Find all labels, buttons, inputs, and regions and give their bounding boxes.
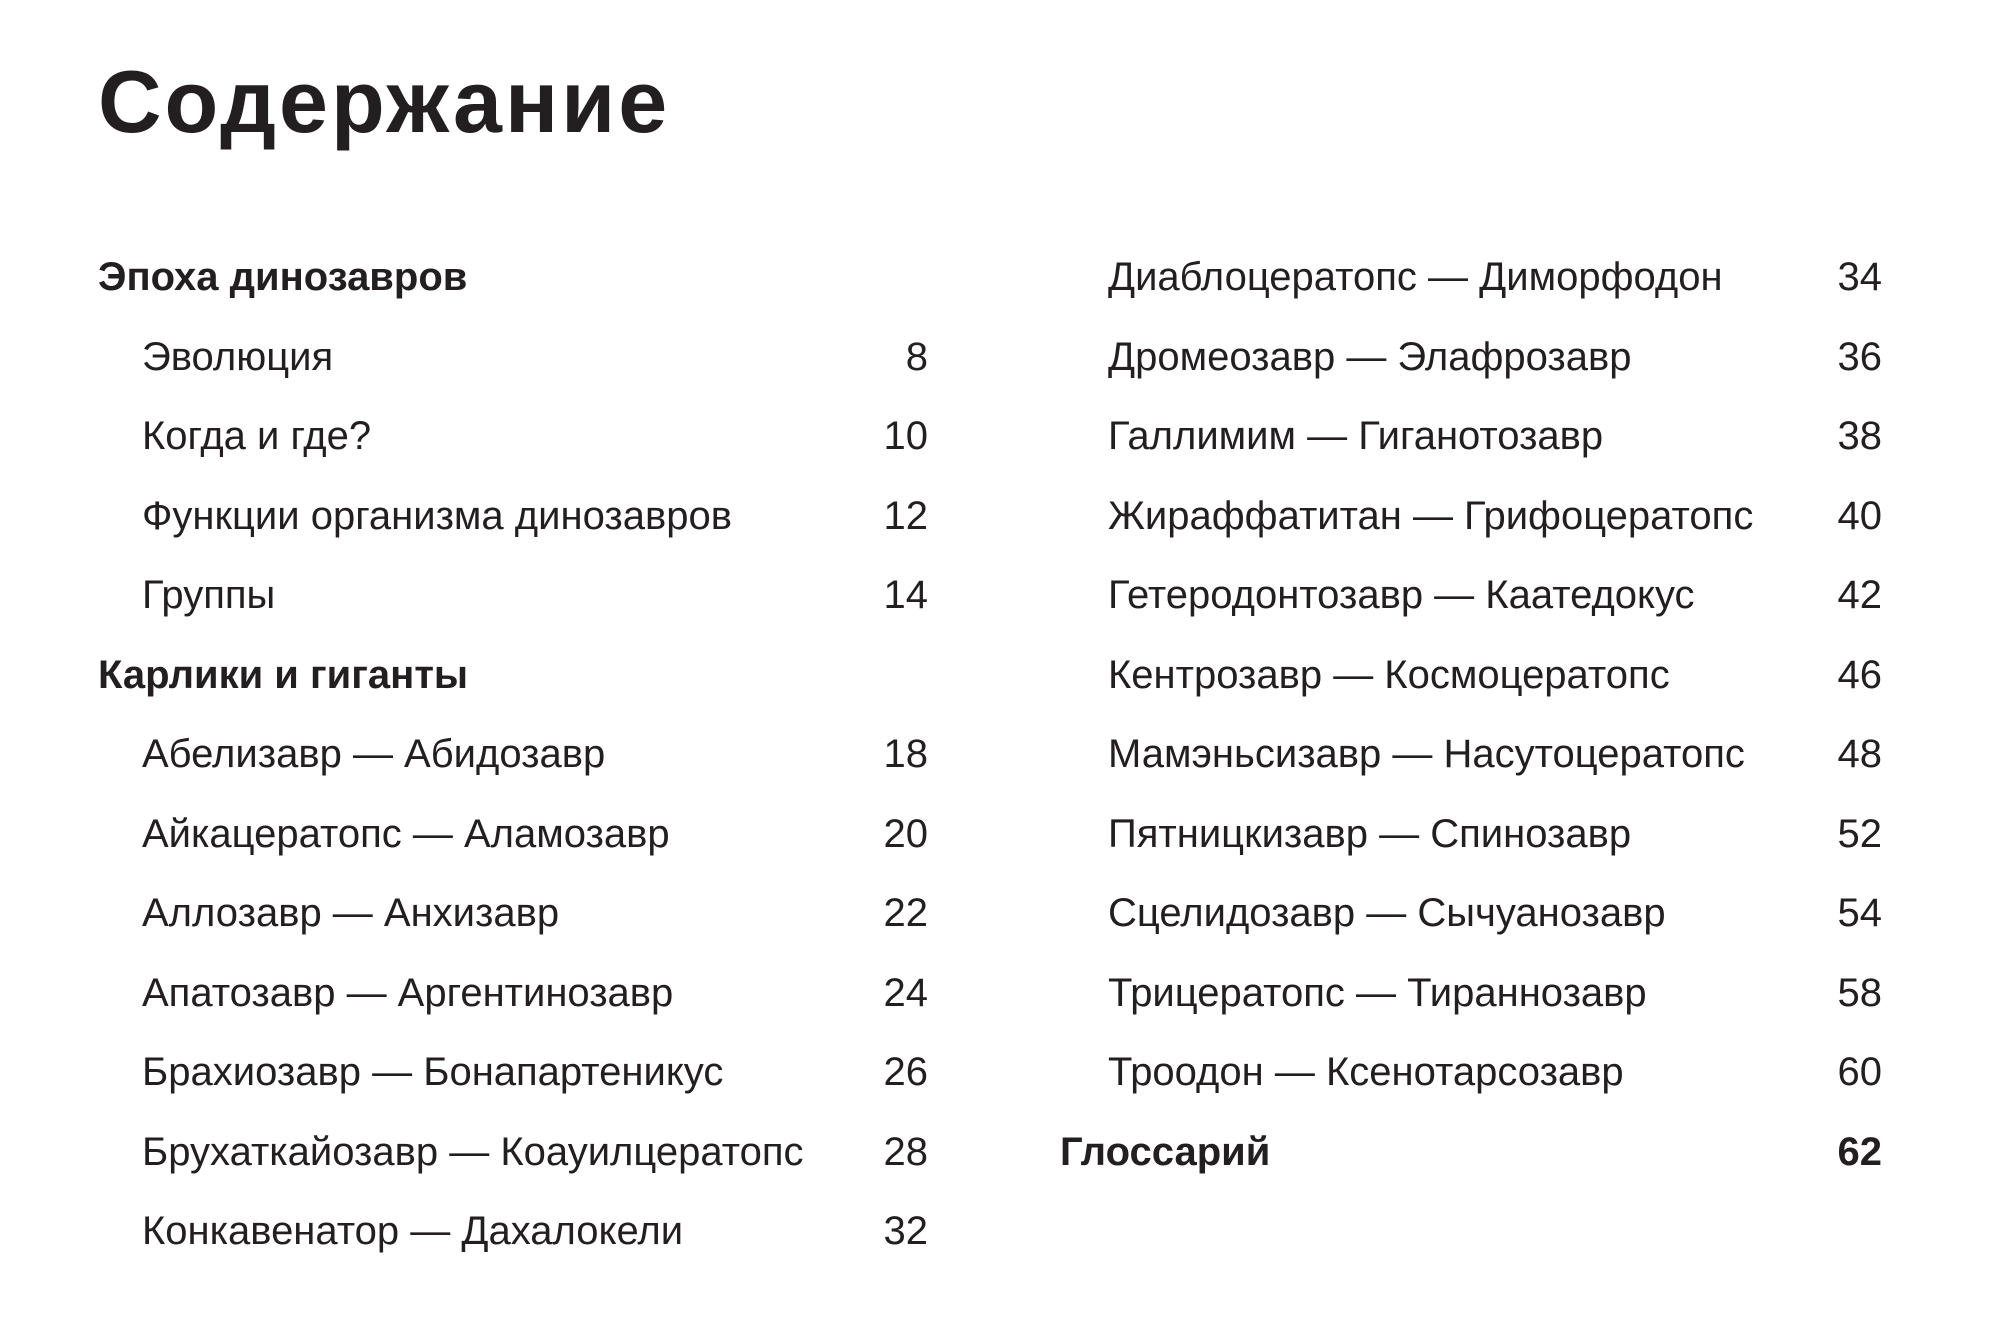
toc-entry-label: Дромеозавр — Элафрозавр	[1108, 334, 1632, 379]
toc-entry[interactable]	[1060, 318, 1882, 398]
toc-entry-label: Айкацератопс — Аламозавр	[142, 811, 670, 856]
toc-entry[interactable]	[1060, 397, 1882, 477]
toc-page-number: 34	[1837, 255, 1882, 299]
toc-page-number: 38	[1837, 414, 1882, 458]
toc-entry-label: Мамэньсизавр — Насутоцератопс	[1108, 732, 1745, 776]
toc-section[interactable]	[98, 238, 928, 318]
page-title: Содержание	[98, 52, 671, 151]
toc-section-label: Карлики и гиганты	[98, 652, 469, 697]
toc-entry[interactable]	[1060, 556, 1882, 636]
toc-entry-label: Диаблоцератопс — Диморфодон	[1108, 255, 1723, 299]
toc-entry[interactable]	[98, 954, 928, 1034]
toc-entry-label: Гетеродонтозавр — Каатедокус	[1108, 573, 1695, 617]
toc-entry-label: Функции организма динозавров	[142, 493, 732, 538]
toc-page-number: 54	[1837, 891, 1882, 935]
toc-entry[interactable]	[98, 874, 928, 954]
toc-section[interactable]	[1060, 1113, 1882, 1193]
toc-page-number: 26	[883, 1050, 928, 1094]
toc-page-number: 48	[1837, 732, 1882, 776]
toc-entry[interactable]	[1060, 874, 1882, 954]
toc-entry-label: Абелизавр — Абидозавр	[142, 732, 606, 776]
toc-page-number: 14	[883, 573, 928, 617]
toc-entry-label: Аллозавр — Анхизавр	[142, 891, 560, 935]
toc-entry[interactable]	[98, 1192, 928, 1272]
toc-entry[interactable]	[98, 1033, 928, 1113]
toc-entry-label: Апатозавр — Аргентинозавр	[142, 970, 674, 1015]
toc-entry[interactable]	[98, 1113, 928, 1193]
toc-page-number: 22	[883, 891, 928, 935]
toc-section-label: Эпоха динозавров	[98, 255, 468, 299]
toc-page-number: 36	[1837, 334, 1882, 379]
toc-page-number: 40	[1837, 493, 1882, 538]
toc-entry[interactable]	[1060, 1033, 1882, 1113]
toc-entry[interactable]	[98, 795, 928, 875]
toc-page-number: 52	[1837, 811, 1882, 856]
toc-page-number: 58	[1837, 970, 1882, 1015]
toc-page-number: 28	[883, 1129, 928, 1174]
toc-entry[interactable]	[1060, 238, 1882, 318]
toc-entry-label: Брухаткайозавр — Коауилцератопс	[142, 1129, 804, 1174]
toc-page-number: 32	[883, 1209, 928, 1253]
toc-entry[interactable]	[1060, 715, 1882, 795]
toc-entry[interactable]	[1060, 795, 1882, 875]
toc-page-number: 62	[1837, 1129, 1882, 1174]
toc-entry-label: Сцелидозавр — Сычуанозавр	[1108, 891, 1666, 935]
toc-entry-label: Пятницкизавр — Спинозавр	[1108, 811, 1632, 856]
toc-page-number: 18	[883, 732, 928, 776]
toc-entry-label: Брахиозавр — Бонапартеникус	[142, 1050, 724, 1094]
toc-page-number: 46	[1837, 652, 1882, 697]
toc-right-column	[1060, 238, 1882, 1192]
toc-page-number: 20	[883, 811, 928, 856]
toc-entry[interactable]	[98, 715, 928, 795]
toc-entry[interactable]	[1060, 477, 1882, 557]
toc-page-number: 10	[883, 414, 928, 458]
toc-entry-label: Когда и где?	[142, 414, 372, 458]
toc-page-number: 12	[883, 493, 928, 538]
toc-left-column	[98, 238, 928, 1272]
toc-page-number: 8	[905, 334, 928, 379]
toc-section-label: Глоссарий	[1060, 1129, 1271, 1174]
toc-section[interactable]	[98, 636, 928, 716]
toc-page-number: 42	[1837, 573, 1882, 617]
toc-entry[interactable]	[98, 397, 928, 477]
toc-entry-label: Группы	[142, 573, 276, 617]
toc-entry-label: Галлимим — Гиганотозавр	[1108, 414, 1604, 458]
toc-entry[interactable]	[1060, 954, 1882, 1034]
toc-entry[interactable]	[98, 556, 928, 636]
toc-entry[interactable]	[1060, 636, 1882, 716]
toc-entry-label: Эволюция	[142, 334, 334, 379]
toc-entry[interactable]	[98, 477, 928, 557]
toc-page-number: 60	[1837, 1050, 1882, 1094]
toc-entry-label: Кентрозавр — Космоцератопс	[1108, 652, 1670, 697]
toc-entry-label: Трицератопс — Тираннозавр	[1108, 970, 1647, 1015]
toc-entry-label: Троодон — Ксенотарсозавр	[1108, 1050, 1624, 1094]
toc-entry-label: Конкавенатор — Дахалокели	[142, 1209, 684, 1253]
toc-entry[interactable]	[98, 318, 928, 398]
toc-page-number: 24	[883, 970, 928, 1015]
toc-entry-label: Жираффатитан — Грифоцератопс	[1108, 493, 1754, 538]
